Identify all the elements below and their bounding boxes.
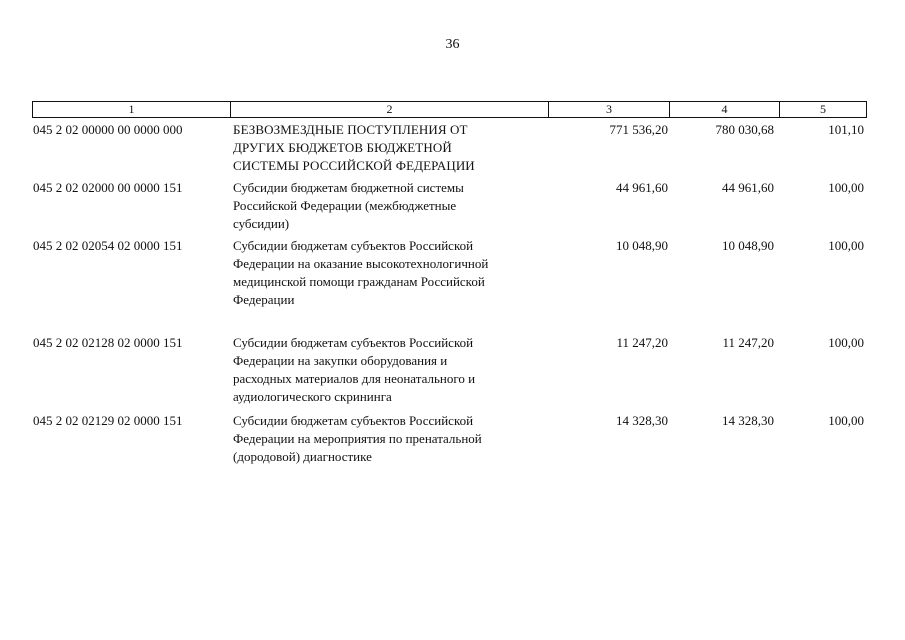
- plan-value: 771 536,20: [609, 122, 668, 137]
- percent-value: 100,00: [828, 238, 864, 253]
- column-header-5: 5: [780, 102, 867, 118]
- item-name-line: Федерации на закупки оборудования и: [233, 353, 448, 368]
- item-name-line: Российской Федерации (межбюджетные: [233, 198, 457, 213]
- item-name-line: Федерации: [233, 292, 295, 307]
- column-header-1: 1: [33, 102, 231, 118]
- fact-value: 11 247,20: [722, 335, 774, 350]
- item-name-line: Субсидии бюджетам субъектов Российской: [233, 238, 474, 253]
- item-name-line: аудиологического скрининга: [233, 389, 392, 404]
- plan-value: 11 247,20: [616, 335, 668, 350]
- percent-value: 100,00: [828, 180, 864, 195]
- item-name-line: субсидии): [233, 216, 290, 231]
- item-name: [233, 334, 538, 406]
- item-name-line: (дородовой) диагностике: [233, 449, 372, 464]
- page-number: 36: [445, 37, 460, 52]
- budget-code: 045 2 02 02054 02 0000 151: [33, 238, 183, 253]
- column-header-2: 2: [231, 102, 549, 118]
- budget-code: 045 2 02 02129 02 0000 151: [33, 413, 183, 428]
- item-name-line: ДРУГИХ БЮДЖЕТОВ БЮДЖЕТНОЙ: [233, 140, 452, 155]
- item-name-line: БЕЗВОЗМЕЗДНЫЕ ПОСТУПЛЕНИЯ ОТ: [233, 122, 468, 137]
- fact-value: 44 961,60: [722, 180, 774, 195]
- item-name-line: медицинской помощи гражданам Российской: [233, 274, 485, 289]
- plan-value: 14 328,30: [616, 413, 668, 428]
- column-header-3: 3: [549, 102, 670, 118]
- column-header-row: [32, 101, 867, 118]
- item-name-line: Субсидии бюджетам субъектов Российской: [233, 413, 474, 428]
- fact-value: 780 030,68: [715, 122, 774, 137]
- item-name: [233, 237, 538, 309]
- percent-value: 100,00: [828, 413, 864, 428]
- percent-value: 101,10: [828, 122, 864, 137]
- item-name: [233, 121, 538, 175]
- item-name-line: Федерации на мероприятия по пренатальной: [233, 431, 482, 446]
- fact-value: 10 048,90: [722, 238, 774, 253]
- fact-value: 14 328,30: [722, 413, 774, 428]
- item-name: [233, 412, 538, 466]
- item-name-line: Федерации на оказание высокотехнологичной: [233, 256, 489, 271]
- plan-value: 10 048,90: [616, 238, 668, 253]
- item-name: [233, 179, 538, 233]
- item-name-line: Субсидии бюджетам субъектов Российской: [233, 335, 474, 350]
- item-name-line: СИСТЕМЫ РОССИЙСКОЙ ФЕДЕРАЦИИ: [233, 158, 475, 173]
- budget-code: 045 2 02 02000 00 0000 151: [33, 180, 183, 195]
- percent-value: 100,00: [828, 335, 864, 350]
- item-name-line: Субсидии бюджетам бюджетной системы: [233, 180, 464, 195]
- budget-code: 045 2 02 02128 02 0000 151: [33, 335, 183, 350]
- budget-code: 045 2 02 00000 00 0000 000: [33, 122, 183, 137]
- plan-value: 44 961,60: [616, 180, 668, 195]
- item-name-line: расходных материалов для неонатального и: [233, 371, 476, 386]
- column-header-4: 4: [670, 102, 780, 118]
